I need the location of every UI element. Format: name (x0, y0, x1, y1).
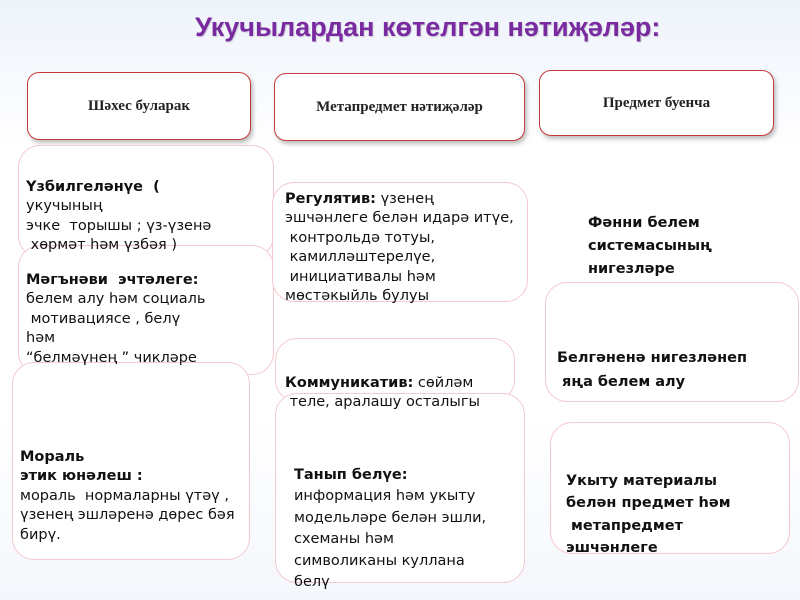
header-personal: Шәхес буларак (27, 72, 251, 140)
moral-subheading: этик юнәлеш : (20, 468, 143, 484)
text-line: үзенең (375, 190, 434, 207)
moral-text (20, 428, 235, 545)
text-line: системасының (588, 238, 712, 254)
text-line: символиканы куллана (294, 552, 465, 569)
text-line: эчке торышы ; үз-үзенә (26, 217, 212, 234)
text-line: мотивациясе , белү (26, 310, 181, 327)
text-line: схеманы һәм (294, 531, 394, 547)
text-line: укучының (26, 198, 103, 214)
subject-knowledge-text (588, 189, 712, 281)
text-line: инициативалы һәм (285, 268, 436, 285)
text-line: һәм (26, 330, 56, 346)
subject-new-knowledge-text (557, 322, 747, 394)
text-line: модельләре белән эшли, (294, 509, 487, 526)
text-line: Укыту материалы (566, 472, 717, 489)
text-line: үзенең эшләренә дөрес бәя (20, 507, 235, 523)
text-line: мөстәкыйль булуы (285, 288, 430, 304)
text-line: эшчәнлеге белән идарә итүе, (285, 210, 514, 226)
text-line: контрольдә тотуы, (285, 229, 436, 246)
self-determination-heading: Үзбилгеләнүе ( (26, 178, 160, 195)
communicative-text (285, 354, 480, 413)
moral-heading: Мораль (20, 448, 85, 465)
subject-materials-text (566, 447, 731, 560)
text-line: теле, аралашу осталыгы (285, 394, 480, 410)
text-line: Белгәненә нигезләнеп (557, 350, 748, 366)
cognitive-text (294, 443, 486, 594)
cognitive-label: Танып белүе: (294, 466, 408, 483)
text-line: хөрмәт һәм үзбәя ) (26, 237, 177, 253)
text-line: “белмәүнең ” чикләре (26, 349, 197, 366)
self-determination-text (26, 158, 211, 256)
text-line: яңа белем алу (557, 374, 686, 390)
header-subject: Предмет буенча (539, 70, 774, 136)
text-line: белән предмет һәм (566, 495, 731, 511)
text-line: нигезләре (588, 261, 675, 277)
text-line: метапредмет (566, 517, 683, 534)
text-line: мораль нормаларны үтәү , (20, 487, 229, 504)
text-line: Фәнни белем (588, 215, 700, 231)
text-line: белү (294, 574, 330, 590)
text-line: сөйләм (413, 374, 474, 391)
text-line: информация һәм укыту (294, 488, 476, 504)
text-line: бирү. (20, 526, 61, 543)
regulative-text (285, 170, 514, 307)
page-title: Укучылардан көтелгән нәтиҗәләр: (195, 12, 661, 42)
meaning-text (26, 251, 205, 368)
text-line: эшчәнлеге (566, 540, 658, 556)
header-metasubject: Метапредмет нәтиҗәләр (274, 73, 525, 141)
text-line: белем алу һәм социаль (26, 291, 206, 307)
communicative-label: Коммуникатив: (285, 374, 414, 391)
regulative-label: Регулятив: (285, 190, 376, 207)
meaning-heading: Мәгънәви эчтәлеге: (26, 271, 199, 288)
text-line: камилләштерелүе, (285, 249, 436, 265)
